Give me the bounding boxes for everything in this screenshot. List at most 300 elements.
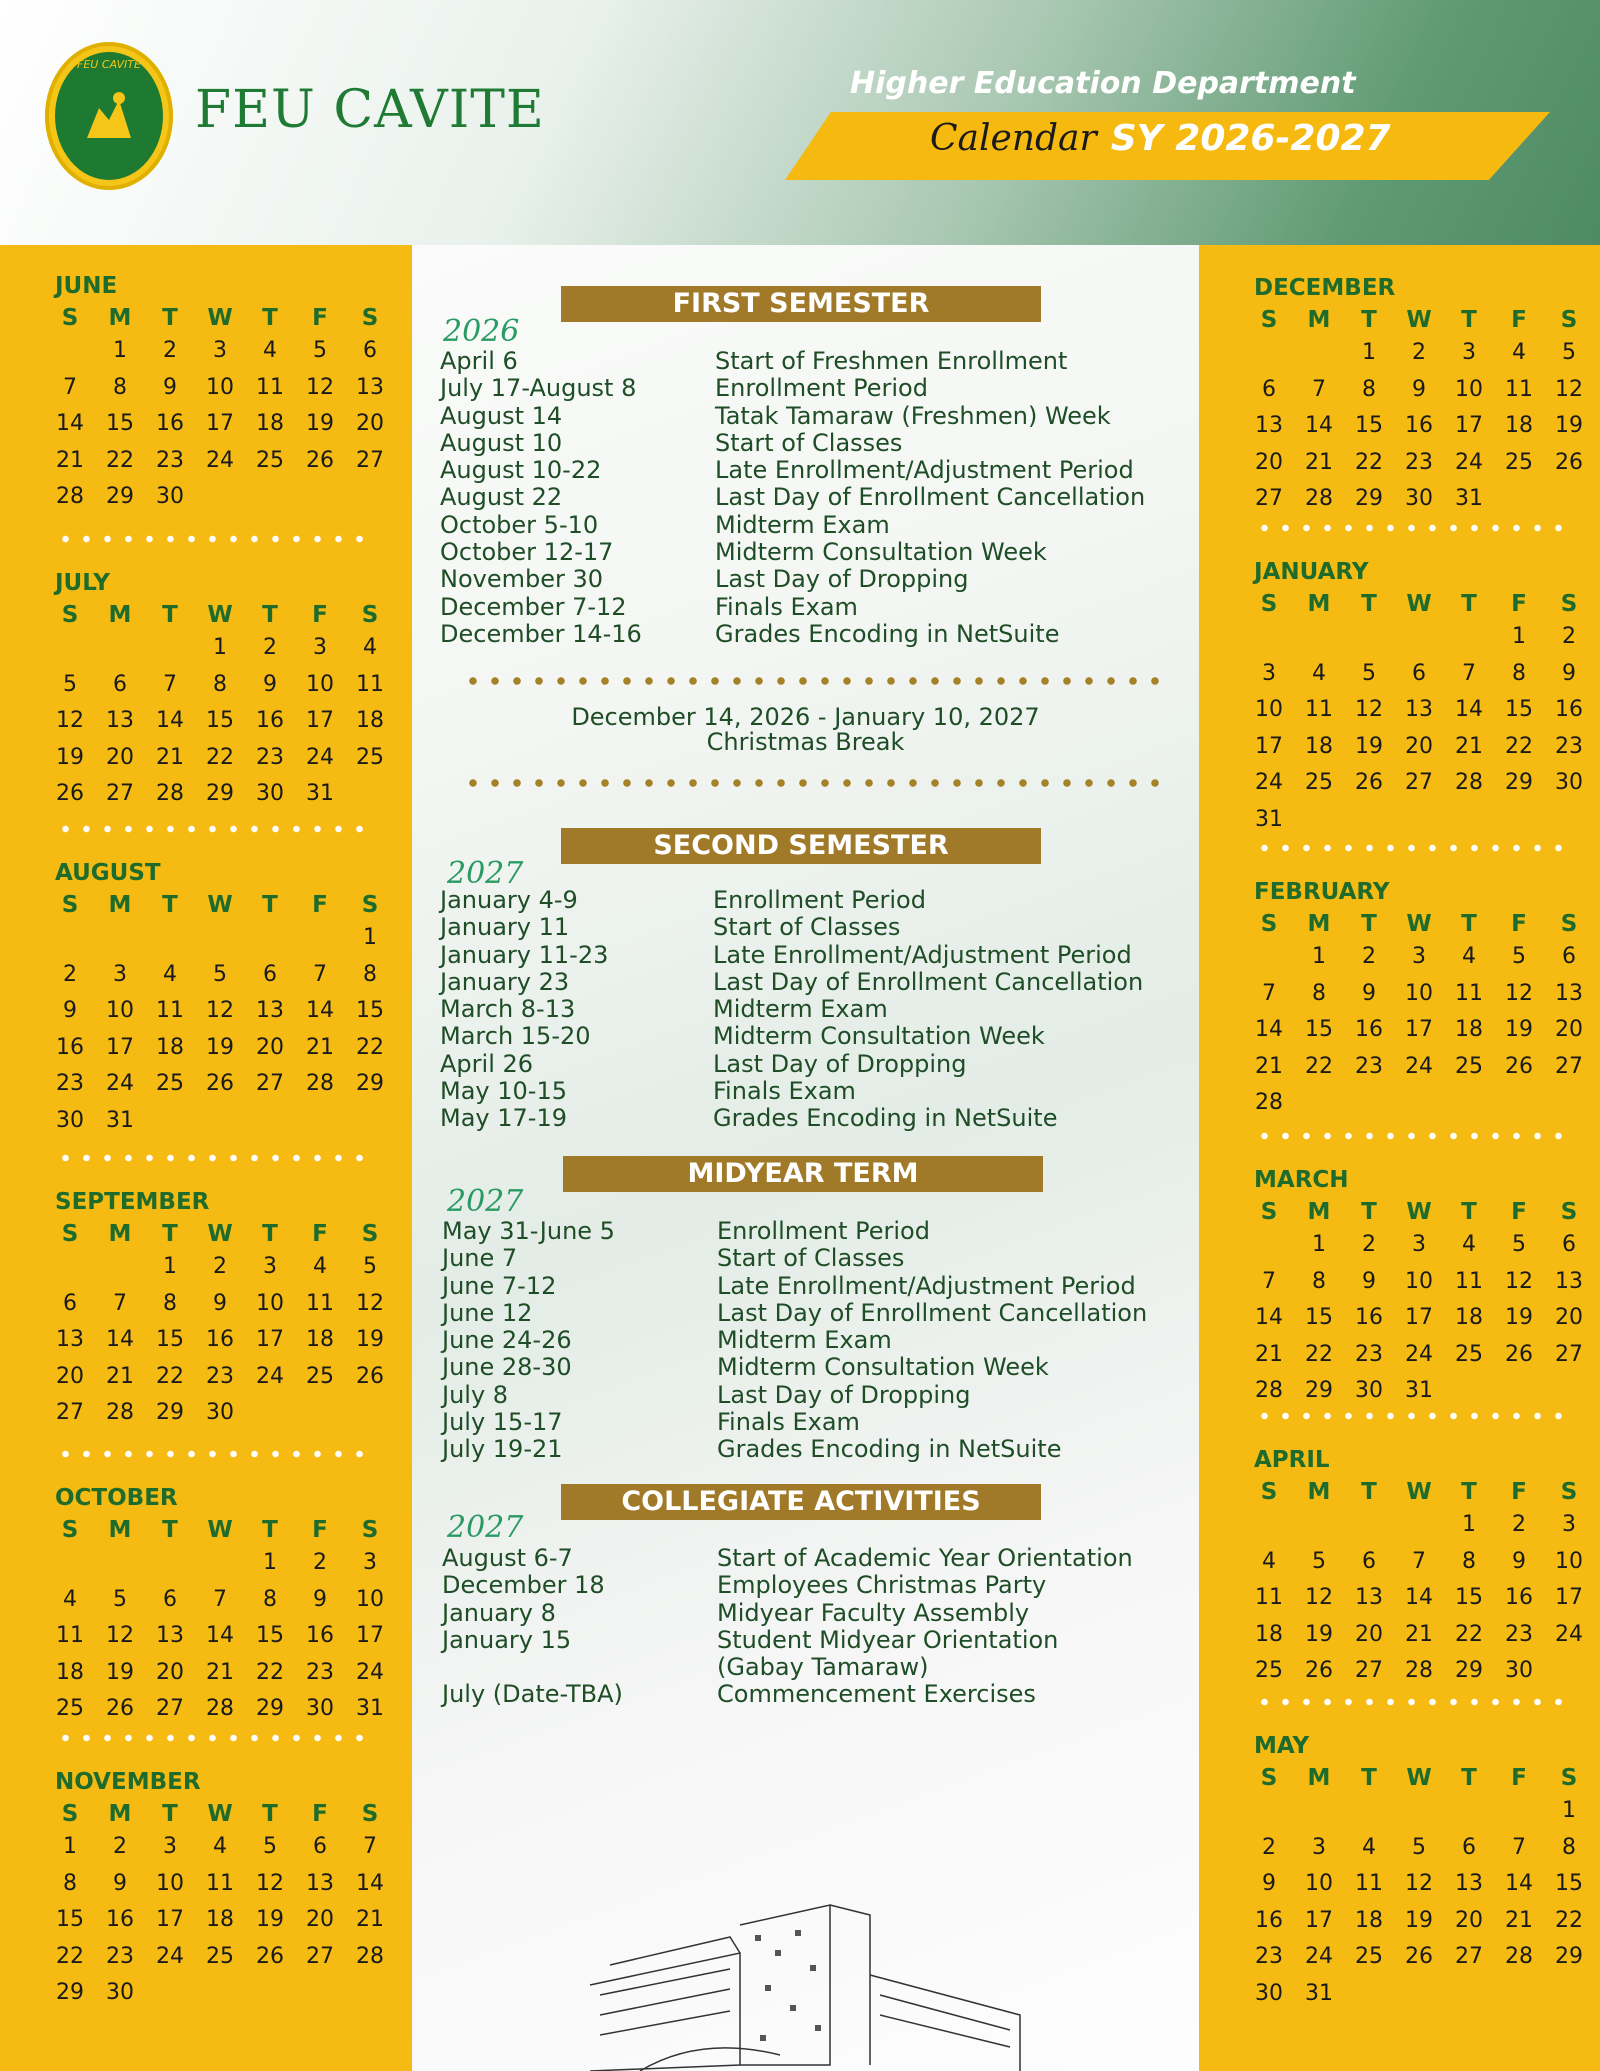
weekday-header: T [162, 602, 178, 628]
day-cell: 28 [1505, 1944, 1533, 1969]
day-cell: 22 [56, 1943, 84, 1969]
month-august [45, 860, 395, 1139]
day-cell: 5 [1562, 340, 1576, 365]
day-cell: 17 [1305, 1907, 1333, 1933]
day-cell: 9 [1562, 660, 1576, 686]
day-cell: 11 [356, 671, 384, 697]
day-cell: 15 [1555, 1871, 1583, 1896]
month-name: MARCH [1254, 1167, 1349, 1193]
day-cell: 13 [106, 708, 134, 733]
day-cell: 30 [106, 1980, 134, 2005]
day-cell: 29 [56, 1980, 84, 2005]
day-cell: 27 [1455, 1944, 1483, 1969]
event-date: July 15-17 [442, 1408, 563, 1437]
weekday-header: F [312, 1801, 328, 1827]
day-cell: 9 [263, 671, 277, 697]
event-description: (Gabay Tamaraw) [717, 1653, 929, 1682]
day-cell: 4 [1262, 1548, 1276, 1574]
event-row [442, 1627, 1202, 1654]
day-cell: 3 [1312, 1834, 1326, 1860]
day-cell: 5 [1362, 660, 1376, 686]
day-cell: 9 [1362, 1268, 1376, 1294]
month-divider-dots [55, 825, 375, 833]
weekday-header: S [61, 1221, 79, 1247]
day-cell: 27 [1555, 1341, 1583, 1367]
day-cell: 22 [1505, 733, 1533, 759]
day-cell: 16 [156, 411, 184, 436]
day-cell: 6 [1362, 1548, 1376, 1574]
empty-day-cell [195, 920, 245, 957]
day-cell: 24 [1405, 1053, 1433, 1079]
day-cell: 13 [1555, 1268, 1583, 1294]
day-cell: 3 [1412, 1232, 1426, 1257]
empty-day-cell [295, 920, 345, 957]
weekday-header: T [1461, 1479, 1477, 1505]
day-cell: 4 [1312, 660, 1326, 686]
logo-ring-text: FEU CAVITE [77, 58, 141, 71]
day-cell: 15 [1305, 1305, 1333, 1330]
month-divider-dots [55, 1450, 375, 1458]
month-october [45, 1485, 395, 1728]
weekday-header: T [262, 1517, 278, 1543]
day-cell: 15 [1455, 1585, 1483, 1610]
day-cell: 15 [1505, 697, 1533, 722]
weekday-header: M [1307, 911, 1331, 937]
event-row [440, 942, 1200, 969]
event-date: August 6-7 [442, 1544, 573, 1572]
event-date: April 6 [440, 347, 518, 375]
day-cell: 10 [206, 374, 234, 400]
weekday-header: W [207, 1801, 233, 1827]
day-cell: 13 [356, 374, 384, 400]
day-cell: 23 [306, 1659, 334, 1685]
weekday-header: M [1307, 1199, 1331, 1225]
day-cell: 17 [156, 1907, 184, 1932]
day-cell: 7 [1512, 1834, 1526, 1860]
day-cell: 21 [1255, 1341, 1283, 1367]
weekday-header: T [1361, 911, 1377, 937]
day-cell: 25 [156, 1071, 184, 1096]
day-cell: 20 [156, 1659, 184, 1685]
day-cell: 25 [1355, 1944, 1383, 1969]
day-cell: 25 [306, 1363, 334, 1389]
day-cell: 3 [263, 1254, 277, 1279]
day-cell: 9 [213, 1290, 227, 1316]
empty-day-cell [95, 1249, 145, 1286]
day-cell: 12 [56, 708, 84, 733]
day-cell: 26 [56, 781, 84, 806]
weekday-header: S [1560, 1479, 1578, 1505]
event-row [440, 621, 1200, 648]
weekday-header: S [61, 602, 79, 628]
day-cell: 18 [356, 708, 384, 733]
event-date: August 10-22 [440, 456, 602, 485]
day-cell: 17 [256, 1327, 284, 1352]
day-cell: 17 [1555, 1585, 1583, 1610]
day-cell: 31 [106, 1107, 134, 1133]
empty-day-cell [1294, 619, 1344, 656]
day-cell: 29 [1355, 486, 1383, 511]
day-cell: 16 [1505, 1585, 1533, 1610]
day-cell: 29 [106, 484, 134, 509]
weekday-header: F [312, 892, 328, 918]
day-cell: 11 [206, 1870, 234, 1896]
event-row [440, 539, 1200, 566]
day-cell: 7 [213, 1586, 227, 1612]
weekday-header: S [1260, 911, 1278, 937]
day-cell: 8 [163, 1290, 177, 1316]
weekday-header: M [1307, 307, 1331, 333]
day-cell: 27 [256, 1071, 284, 1096]
day-cell: 6 [1412, 660, 1426, 686]
event-description: Enrollment Period [715, 374, 928, 403]
day-cell: 1 [113, 338, 127, 363]
month-name: JUNE [55, 273, 118, 299]
event-date: June 12 [442, 1298, 533, 1327]
day-cell: 9 [1262, 1871, 1276, 1896]
day-cell: 3 [1462, 340, 1476, 365]
day-cell: 14 [1455, 697, 1483, 722]
weekday-header: W [207, 305, 233, 331]
day-cell: 5 [63, 671, 77, 697]
empty-day-cell [95, 1545, 145, 1582]
christmas-break-dates: December 14, 2026 - January 10, 2027 [571, 703, 1040, 731]
weekday-header: T [262, 1801, 278, 1827]
day-cell: 10 [1405, 1268, 1433, 1294]
weekday-header: M [108, 305, 132, 331]
day-cell: 4 [1462, 944, 1476, 969]
day-cell: 12 [1505, 1268, 1533, 1294]
event-date: July 19-21 [442, 1435, 563, 1464]
day-cell: 1 [163, 1254, 177, 1279]
event-description: Last Day of Enrollment Cancellation [713, 967, 1144, 996]
day-cell: 16 [1405, 413, 1433, 438]
day-cell: 23 [1405, 449, 1433, 475]
day-cell: 2 [1362, 944, 1376, 969]
day-cell: 5 [1412, 1834, 1426, 1860]
day-cell: 15 [1355, 413, 1383, 438]
day-cell: 17 [356, 1623, 384, 1648]
day-cell: 6 [163, 1586, 177, 1612]
weekday-header: F [1511, 911, 1527, 937]
day-cell: 21 [306, 1034, 334, 1060]
day-cell: 13 [156, 1623, 184, 1648]
day-cell: 29 [1555, 1944, 1583, 1969]
day-cell: 19 [306, 411, 334, 436]
day-cell: 17 [1255, 733, 1283, 759]
empty-day-cell [1444, 619, 1494, 656]
day-cell: 6 [1562, 1232, 1576, 1257]
weekday-header: S [61, 1801, 79, 1827]
event-row [440, 403, 1200, 430]
day-cell: 31 [306, 781, 334, 806]
weekday-header: T [162, 1517, 178, 1543]
event-date: January 11-23 [440, 940, 609, 969]
event-date: January 23 [440, 967, 570, 996]
christmas-break-label: Christmas Break [706, 728, 905, 756]
day-cell: 20 [106, 744, 134, 770]
event-description: Late Enrollment/Adjustment Period [713, 940, 1132, 969]
month-divider-dots [1254, 844, 1574, 852]
day-cell: 18 [56, 1659, 84, 1685]
event-description: Finals Exam [717, 1408, 860, 1437]
day-cell: 8 [213, 671, 227, 697]
weekday-header: T [1361, 307, 1377, 333]
empty-day-cell [45, 1545, 95, 1582]
day-cell: 25 [1255, 1658, 1283, 1683]
day-cell: 23 [256, 744, 284, 770]
day-cell: 14 [106, 1327, 134, 1352]
day-cell: 23 [156, 447, 184, 473]
day-cell: 20 [356, 411, 384, 436]
day-cell: 29 [156, 1400, 184, 1425]
day-cell: 30 [1405, 486, 1433, 511]
day-cell: 2 [1262, 1834, 1276, 1860]
day-cell: 11 [1505, 376, 1533, 402]
day-cell: 2 [1512, 1512, 1526, 1537]
day-cell: 14 [1255, 1305, 1283, 1330]
event-row [442, 1300, 1202, 1327]
weekday-header: T [1461, 1199, 1477, 1225]
day-cell: 8 [1562, 1834, 1576, 1860]
empty-day-cell [1294, 1793, 1344, 1830]
day-cell: 19 [206, 1034, 234, 1060]
day-cell: 1 [1462, 1512, 1476, 1537]
weekday-header: M [1307, 1479, 1331, 1505]
day-cell: 19 [1555, 413, 1583, 438]
event-row [440, 594, 1200, 621]
day-cell: 3 [363, 1550, 377, 1575]
day-cell: 13 [56, 1327, 84, 1352]
day-cell: 2 [113, 1834, 127, 1859]
day-cell: 30 [206, 1400, 234, 1425]
event-date: June 7 [442, 1244, 518, 1273]
day-cell: 24 [1255, 770, 1283, 795]
day-cell: 12 [1505, 980, 1533, 1006]
weekday-header: T [162, 892, 178, 918]
day-cell: 27 [306, 1943, 334, 1969]
day-cell: 12 [1355, 697, 1383, 722]
event-description: Midterm Exam [717, 1326, 892, 1355]
weekday-header: T [162, 305, 178, 331]
day-cell: 4 [313, 1254, 327, 1279]
event-description: Last Day of Dropping [717, 1380, 971, 1409]
day-cell: 2 [163, 338, 177, 363]
day-cell: 25 [1305, 770, 1333, 795]
event-date [442, 1654, 717, 1681]
day-cell: 16 [1355, 1017, 1383, 1042]
empty-day-cell [1244, 939, 1294, 976]
event-row [440, 1105, 1200, 1132]
event-row [440, 512, 1200, 539]
day-cell: 1 [1512, 624, 1526, 649]
weekday-header: F [1511, 1765, 1527, 1791]
day-cell: 27 [1555, 1053, 1583, 1079]
weekday-header: F [1511, 1199, 1527, 1225]
day-cell: 26 [1505, 1053, 1533, 1079]
day-cell: 27 [1255, 486, 1283, 511]
event-date: July 17-August 8 [440, 374, 637, 403]
day-cell: 28 [1455, 770, 1483, 795]
day-cell: 20 [1355, 1621, 1383, 1647]
day-cell: 27 [1355, 1658, 1383, 1683]
event-description: Midterm Exam [715, 510, 890, 539]
department-title: Higher Education Department [850, 66, 1356, 101]
day-cell: 10 [1555, 1548, 1583, 1574]
day-cell: 9 [113, 1870, 127, 1896]
day-cell: 13 [1355, 1585, 1383, 1610]
month-name: JULY [55, 570, 110, 596]
day-cell: 12 [256, 1870, 284, 1896]
day-cell: 20 [256, 1034, 284, 1060]
event-row [442, 1327, 1202, 1354]
day-cell: 9 [163, 374, 177, 400]
event-description: Enrollment Period [717, 1217, 930, 1245]
day-cell: 5 [263, 1834, 277, 1859]
day-cell: 15 [106, 411, 134, 436]
christmas-break [412, 705, 1199, 755]
day-cell: 19 [1355, 733, 1383, 759]
day-cell: 28 [1305, 486, 1333, 511]
day-cell: 19 [56, 744, 84, 770]
event-row [442, 1218, 1202, 1245]
weekday-header: F [312, 602, 328, 628]
day-cell: 2 [1412, 340, 1426, 365]
day-cell: 5 [1312, 1548, 1326, 1574]
day-cell: 3 [113, 961, 127, 987]
weekday-header: S [361, 1221, 379, 1247]
event-row [440, 566, 1200, 593]
day-cell: 22 [1355, 449, 1383, 475]
weekday-header: W [1406, 1479, 1432, 1505]
event-row [442, 1600, 1202, 1627]
weekday-header: T [262, 305, 278, 331]
day-cell: 6 [263, 961, 277, 987]
month-name: JANUARY [1254, 559, 1369, 585]
weekday-header: T [262, 1221, 278, 1247]
event-row [440, 430, 1200, 457]
day-cell: 10 [356, 1586, 384, 1612]
day-cell: 7 [363, 1834, 377, 1859]
day-cell: 26 [106, 1696, 134, 1721]
day-cell: 20 [1455, 1907, 1483, 1933]
weekday-header: T [162, 1221, 178, 1247]
day-cell: 3 [213, 338, 227, 363]
event-row [440, 887, 1200, 914]
day-cell: 11 [1305, 697, 1333, 722]
weekday-header: W [1406, 911, 1432, 937]
day-cell: 22 [256, 1659, 284, 1685]
day-cell: 17 [1405, 1017, 1433, 1042]
month-name: FEBRUARY [1254, 879, 1390, 905]
day-cell: 21 [206, 1659, 234, 1685]
day-cell: 15 [56, 1907, 84, 1932]
day-cell: 26 [1405, 1944, 1433, 1969]
month-september [45, 1189, 395, 1432]
day-cell: 10 [106, 998, 134, 1023]
event-date: October 5-10 [440, 510, 599, 539]
empty-day-cell [145, 920, 195, 957]
event-description: Start of Freshmen Enrollment [715, 347, 1068, 375]
day-cell: 11 [256, 374, 284, 400]
day-cell: 2 [1562, 624, 1576, 649]
empty-day-cell [1344, 619, 1394, 656]
day-cell: 21 [1505, 1907, 1533, 1933]
day-cell: 30 [1555, 770, 1583, 795]
day-cell: 15 [256, 1623, 284, 1648]
day-cell: 5 [363, 1254, 377, 1279]
day-cell: 9 [1362, 980, 1376, 1006]
day-cell: 16 [1255, 1907, 1283, 1933]
event-description: Employees Christmas Party [717, 1571, 1047, 1600]
weekday-header: S [361, 305, 379, 331]
day-cell: 6 [63, 1290, 77, 1316]
weekday-header: F [1511, 307, 1527, 333]
day-cell: 28 [156, 781, 184, 806]
day-cell: 16 [1355, 1305, 1383, 1330]
empty-day-cell [1294, 1507, 1344, 1544]
day-cell: 13 [1405, 697, 1433, 722]
day-cell: 17 [106, 1034, 134, 1060]
day-cell: 14 [1255, 1017, 1283, 1042]
event-row [442, 1654, 1202, 1681]
weekday-header: F [1511, 1479, 1527, 1505]
day-cell: 3 [313, 635, 327, 660]
day-cell: 19 [106, 1659, 134, 1685]
day-cell: 1 [213, 635, 227, 660]
event-description: Student Midyear Orientation [717, 1625, 1059, 1654]
weekday-header: S [1260, 591, 1278, 617]
weekday-header: M [108, 892, 132, 918]
day-cell: 2 [63, 961, 77, 987]
day-cell: 13 [256, 998, 284, 1023]
day-cell: 2 [213, 1254, 227, 1279]
event-row [440, 914, 1200, 941]
day-cell: 25 [56, 1696, 84, 1721]
month-july [45, 570, 395, 813]
weekday-header: W [207, 1221, 233, 1247]
day-cell: 15 [356, 998, 384, 1023]
day-cell: 28 [1255, 1378, 1283, 1403]
day-cell: 17 [206, 411, 234, 436]
day-cell: 30 [156, 484, 184, 509]
event-row [440, 484, 1200, 511]
day-cell: 11 [1255, 1585, 1283, 1610]
weekday-header: S [361, 1517, 379, 1543]
day-cell: 3 [1262, 660, 1276, 686]
divider-dots [462, 676, 1162, 686]
day-cell: 22 [156, 1363, 184, 1389]
day-cell: 28 [1405, 1658, 1433, 1683]
day-cell: 13 [306, 1870, 334, 1896]
empty-day-cell [245, 920, 295, 957]
day-cell: 12 [106, 1623, 134, 1648]
event-row [442, 1245, 1202, 1272]
day-cell: 17 [306, 708, 334, 733]
day-cell: 23 [1355, 1341, 1383, 1367]
weekday-header: F [1511, 591, 1527, 617]
day-cell: 7 [113, 1290, 127, 1316]
event-row [442, 1545, 1202, 1572]
day-cell: 4 [63, 1586, 77, 1612]
event-description: Midyear Faculty Assembly [717, 1598, 1030, 1627]
weekday-header: S [1560, 591, 1578, 617]
day-cell: 18 [1355, 1907, 1383, 1933]
day-cell: 11 [1455, 980, 1483, 1006]
event-row [440, 996, 1200, 1023]
day-cell: 28 [306, 1071, 334, 1096]
weekday-header: S [1260, 1479, 1278, 1505]
